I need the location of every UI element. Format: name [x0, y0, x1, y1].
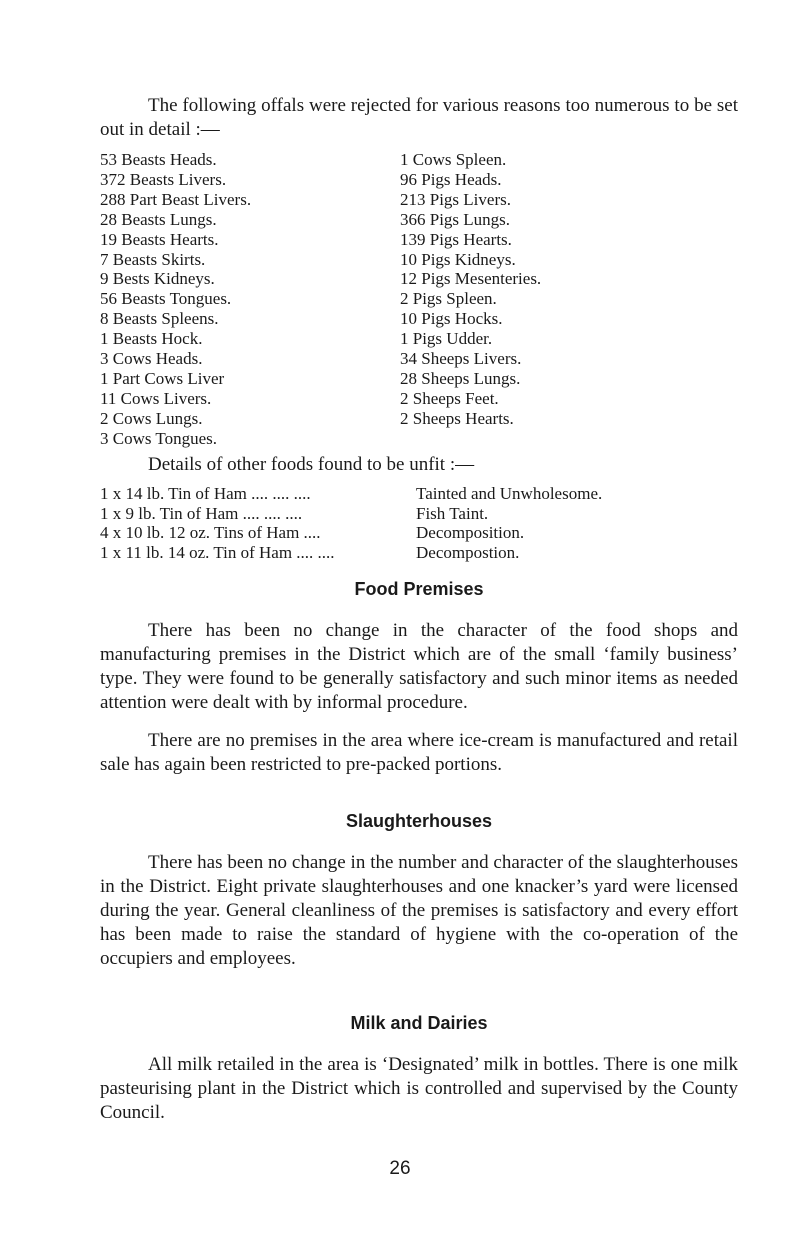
- offal-item: 9 Bests Kidneys.: [100, 269, 215, 289]
- slaughterhouses-paragraph: There has been no change in the number and character of the slaughterhouses in the District. Eight private slaughterhouses and one knacker’s yard were licensed during the year. General cleanliness of the premises is satisfactory and every effort has been made to raise the standard of hygiene with the co-operation of the occupiers and employees.: [100, 852, 738, 969]
- offal-item: 3 Cows Heads.: [100, 349, 203, 369]
- offal-item: 2 Sheeps Hearts.: [400, 408, 514, 428]
- offal-item: 1 Pigs Udder.: [400, 329, 493, 349]
- unfit-food-reason: Fish Taint.: [416, 503, 489, 523]
- offal-item: 7 Beasts Skirts.: [100, 249, 206, 269]
- slaughterhouses-heading: Slaughterhouses: [345, 811, 493, 831]
- food-premises-heading: Food Premises: [354, 579, 484, 599]
- unfit-foods-list: [100, 484, 740, 562]
- offal-item: 10 Pigs Kidneys.: [400, 249, 516, 269]
- offal-item: 2 Sheeps Feet.: [400, 388, 499, 408]
- offal-item: 1 Beasts Hock.: [100, 329, 203, 349]
- offal-item: 139 Pigs Hearts.: [400, 229, 512, 249]
- unfit-food-reason: Decomposition.: [416, 523, 525, 542]
- offals-right-column: [400, 150, 541, 429]
- milk-dairies-paragraph: All milk retailed in the area is ‘Designated’ milk in bottles. There is one milk pasteurising plant in the District which is controlled and supervised by the County Council.: [100, 1054, 738, 1123]
- unfit-food-reason: Decompostion.: [416, 542, 520, 562]
- offals-intro: The following offals were rejected for various reasons too numerous to be set out in detail :—: [100, 95, 738, 140]
- offal-item: 11 Cows Livers.: [100, 388, 212, 408]
- unfit-food-row: [100, 504, 740, 524]
- offal-item: 10 Pigs Hocks.: [400, 309, 503, 329]
- offal-item: 1 Part Cows Liver: [100, 368, 225, 388]
- unfit-food-item: 1 x 9 lb. Tin of Ham .... .... ....: [100, 503, 303, 523]
- unfit-food-item: 1 x 14 lb. Tin of Ham .... .... ....: [100, 484, 311, 503]
- unfit-foods-intro: Details of other foods found to be unfit :—: [148, 454, 475, 475]
- offal-item: 366 Pigs Lungs.: [400, 209, 511, 229]
- offal-item: 28 Beasts Lungs.: [100, 209, 217, 229]
- offal-item: 56 Beasts Tongues.: [100, 289, 232, 309]
- unfit-food-item: 1 x 11 lb. 14 oz. Tin of Ham .... ....: [100, 542, 335, 562]
- offal-item: 53 Beasts Heads.: [100, 150, 217, 169]
- offal-item: 8 Beasts Spleens.: [100, 309, 219, 329]
- offal-item: 12 Pigs Mesenteries.: [400, 269, 542, 289]
- offal-item: 96 Pigs Heads.: [400, 169, 502, 189]
- offal-item: 1 Cows Spleen.: [400, 150, 507, 169]
- unfit-food-row: [100, 484, 740, 504]
- unfit-food-item: 4 x 10 lb. 12 oz. Tins of Ham ....: [100, 523, 321, 542]
- milk-dairies-heading: Milk and Dairies: [350, 1013, 488, 1033]
- offal-item: 2 Cows Lungs.: [100, 408, 203, 428]
- page-number: 26: [389, 1158, 411, 1179]
- offal-item: 2 Pigs Spleen.: [400, 289, 497, 309]
- offal-item: 288 Part Beast Livers.: [100, 189, 252, 209]
- offal-item: 28 Sheeps Lungs.: [400, 368, 521, 388]
- offal-item: 3 Cows Tongues.: [100, 428, 218, 448]
- unfit-food-reason: Tainted and Unwholesome.: [416, 484, 603, 503]
- food-premises-paragraph-1: There has been no change in the character of the food shops and manufacturing premises in the District which are of the small ‘family business’ type. They were found to be generally satisfactory and such minor items as needed attention were dealt with by informal procedure.: [100, 620, 738, 713]
- unfit-food-row: [100, 543, 740, 563]
- offals-left-column: [100, 150, 251, 449]
- food-premises-paragraph-2: There are no premises in the area where ice-cream is manufactured and retail sale has again been restricted to pre-packed portions.: [100, 730, 738, 775]
- offal-item: 19 Beasts Hearts.: [100, 229, 219, 249]
- offal-item: 213 Pigs Livers.: [400, 189, 511, 209]
- offal-item: 34 Sheeps Livers.: [400, 349, 522, 369]
- offal-item: 372 Beasts Livers.: [100, 169, 227, 189]
- unfit-food-row: [100, 523, 740, 543]
